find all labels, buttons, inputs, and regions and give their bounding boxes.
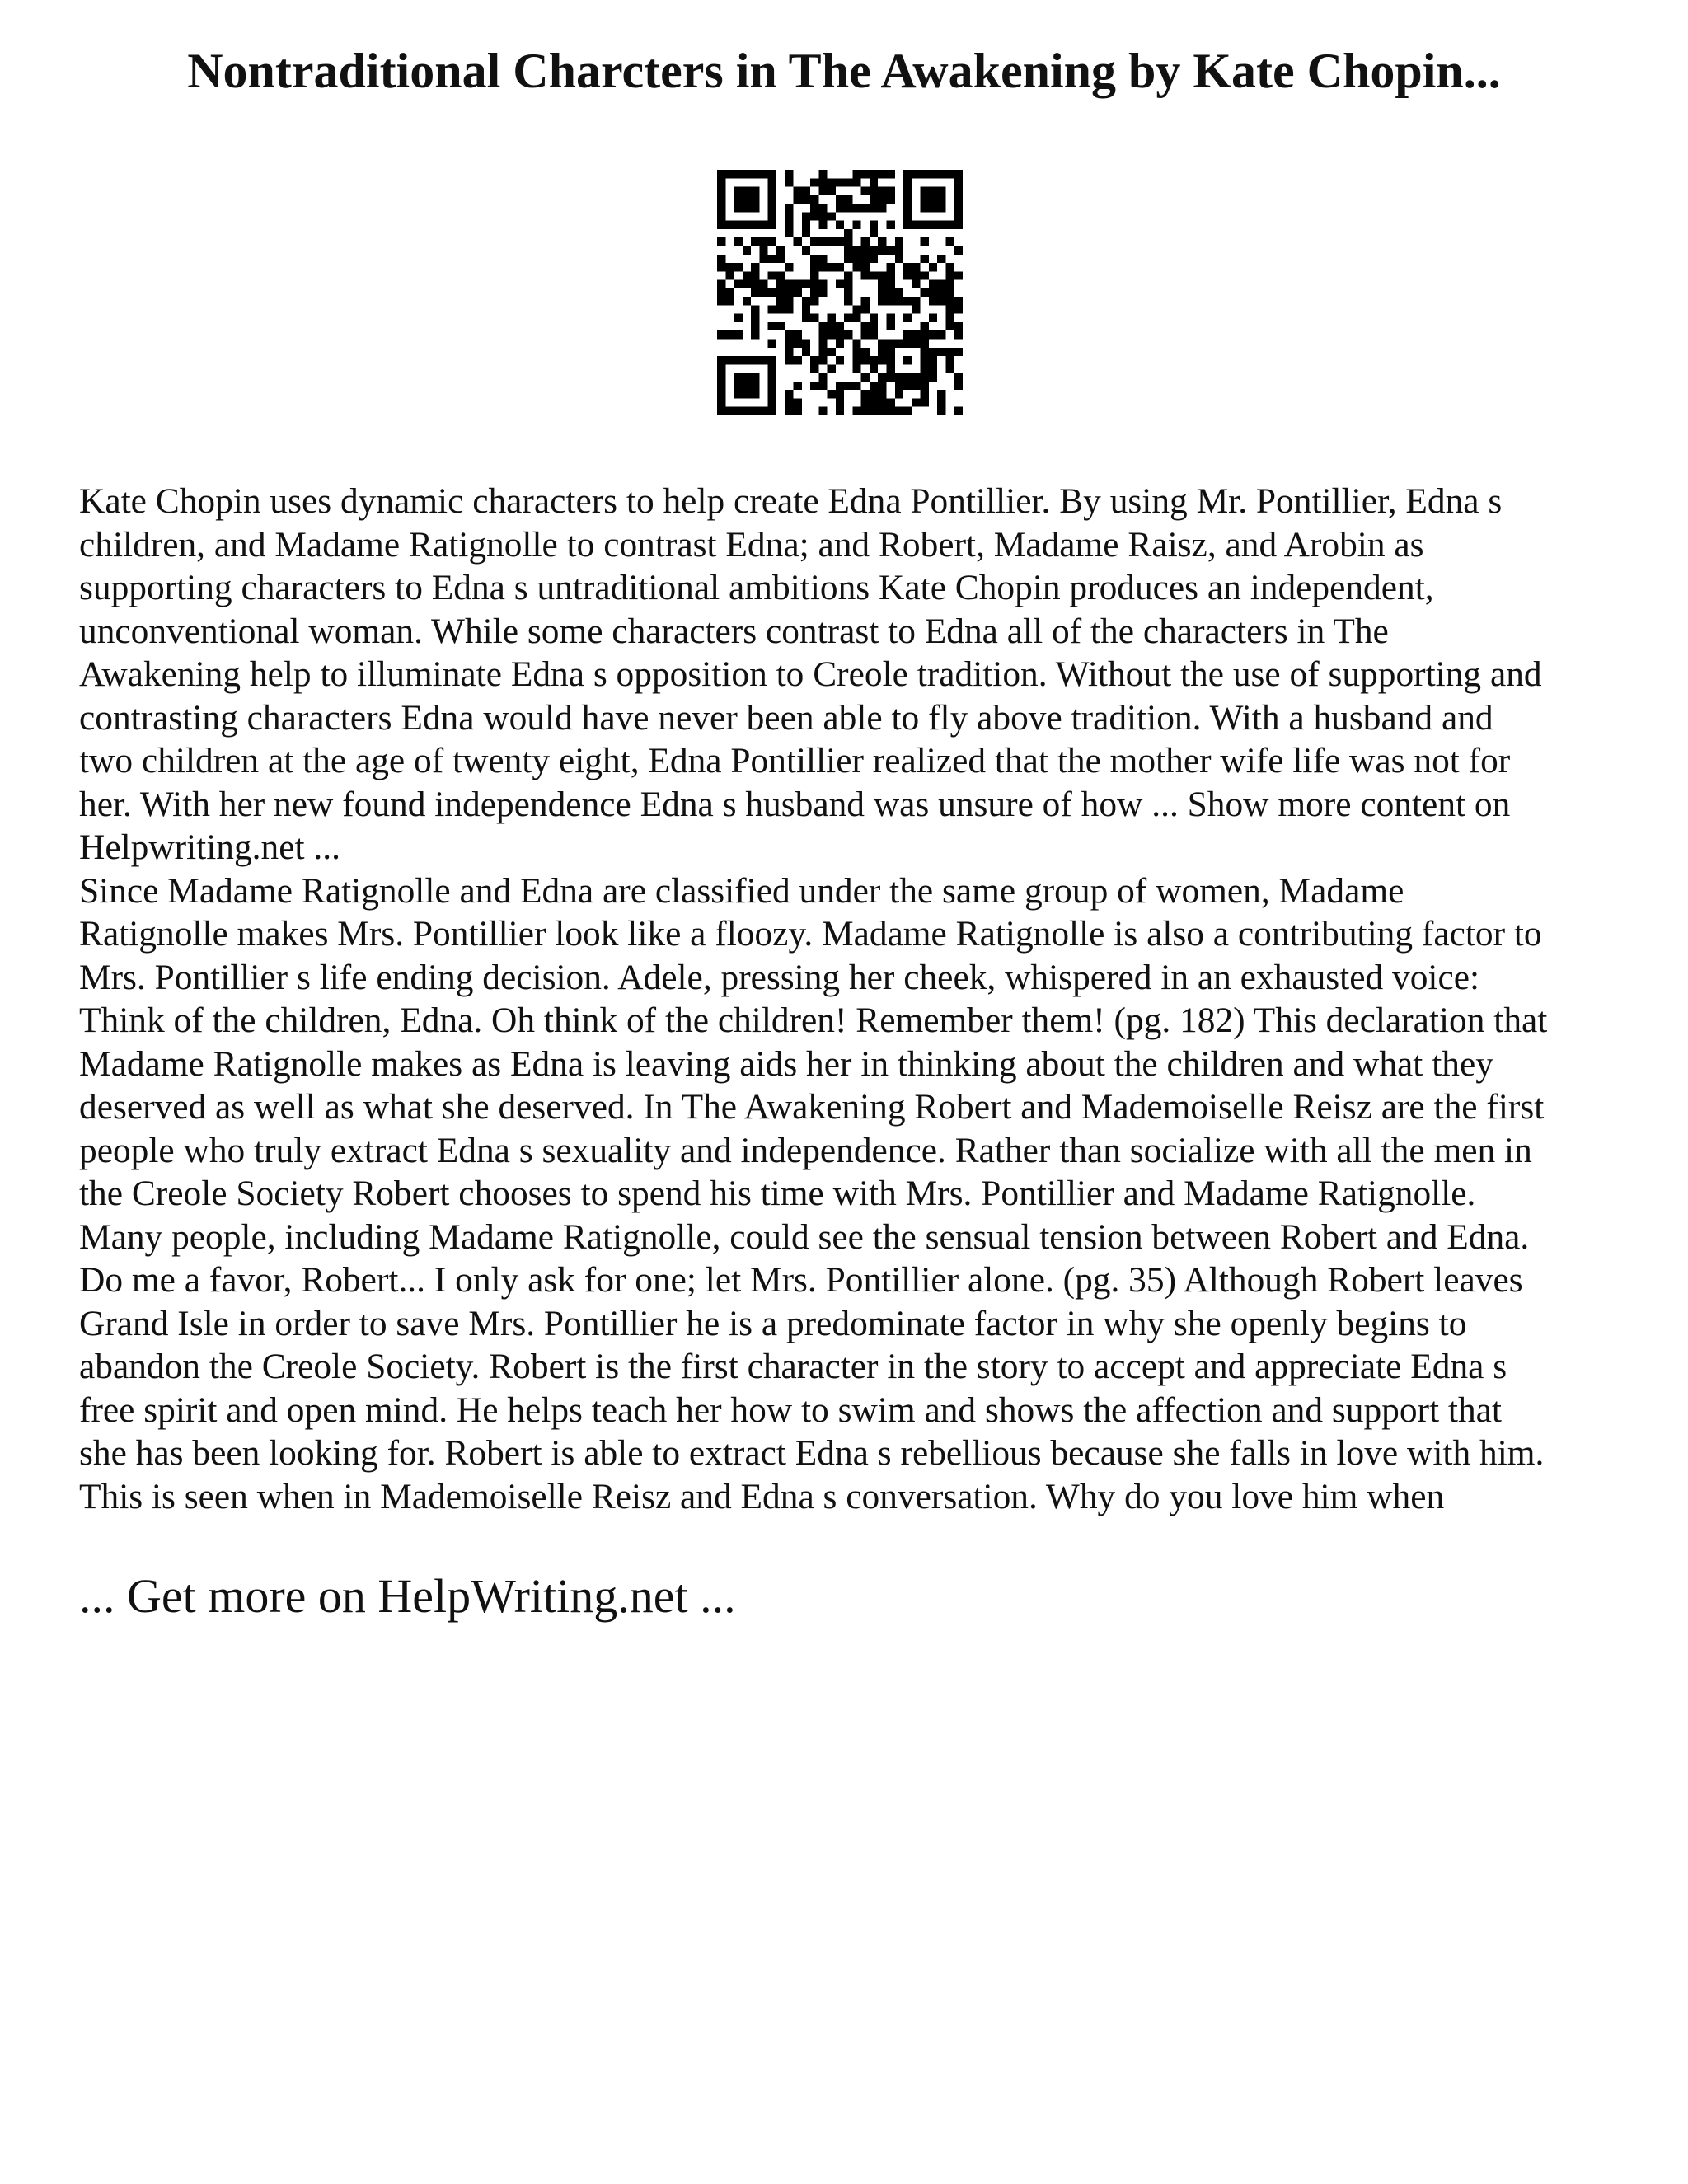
paragraph-1: Kate Chopin uses dynamic characters to help create Edna Pontillier. By using Mr. Pontillier, Edna s children, and Madame Ratignolle to contrast Edna; and Robert, Madame Raisz, and Arobin as supporting characters to Edna s untraditional ambitions Kate Chopin produces an independent, unconventional woman. While some characters contrast to Edna all of the characters in The Awakening help to illuminate Edna s opposition to Creole tradition. Without the use of supporting and contrasting characters Edna would have never been able to fly above tradition. With a husband and two children at the age of twenty eight, Edna Pontillier realized that the mother wife life was not for her. With her new found independence Edna s husband was unsure of how ... Show more content on Helpwriting.net ... bbox=[79, 481, 1542, 867]
paragraph-2: Since Madame Ratignolle and Edna are classified under the same group of women, Madame Ratignolle makes Mrs. Pontillier look like a floozy. Madame Ratignolle is also a contributing factor to Mrs. Pontillier s life ending decision. Adele, pressing her cheek, whispered in an exhausted voice: Think of the children, Edna. Oh think of the children! Remember them! (pg. 182) This declaration that Madame Ratignolle makes as Edna is leaving aids her in thinking about the children and what they deserved as well as what she deserved. In The Awakening Robert and Mademoiselle Reisz are the first people who truly extract Edna s sexuality and independence. Rather than socialize with all the men in the Creole Society Robert chooses to spend his time with Mrs. Pontillier and Madame Ratignolle. Many people, including Madame Ratignolle, could see the sensual tension between Robert and Edna. Do me a favor, Robert... I only ask for one; let Mrs. Pontillier alone. (pg. 35) Although Robert leaves Grand Isle in order to save Mrs. Pontillier he is a predominate factor in why she openly begins to abandon the Creole Society. Robert is the first character in the story to accept and appreciate Edna s free spirit and open mind. He helps teach her how to swim and shows the affection and support that she has been looking for. Robert is able to extract Edna s rebellious because she falls in love with him. This is seen when in Mademoiselle Reisz and Edna s conversation. Why do you love him when bbox=[79, 870, 1548, 1516]
article-body bbox=[79, 480, 1629, 1518]
qr-code-graphic bbox=[717, 170, 963, 415]
document-title: Nontraditional Charcters in The Awakening by Kate Chopin... bbox=[187, 44, 1501, 98]
qr-code-icon[interactable] bbox=[717, 170, 963, 415]
get-more-link[interactable]: ... Get more on HelpWriting.net ... bbox=[79, 1569, 736, 1623]
